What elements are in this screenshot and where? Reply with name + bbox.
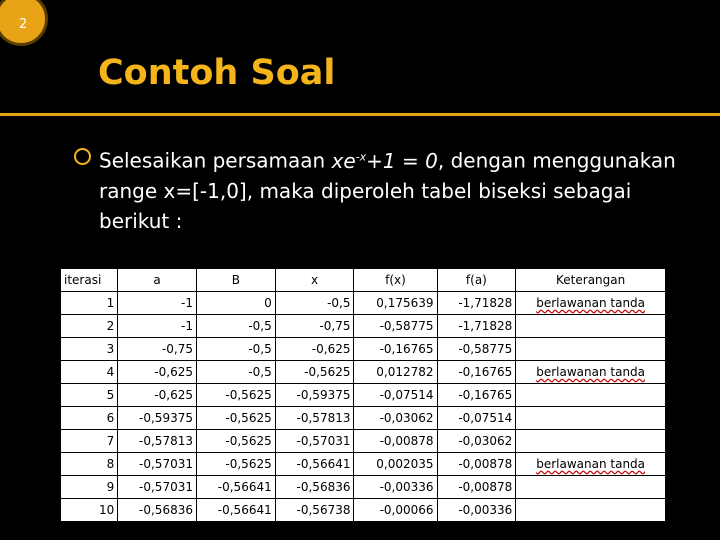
table-cell: -0,03062 bbox=[354, 407, 437, 430]
keterangan-cell bbox=[516, 407, 666, 430]
table-cell: -0,57813 bbox=[275, 407, 354, 430]
column-header: f(x) bbox=[354, 269, 437, 292]
table-cell: -0,16765 bbox=[437, 384, 516, 407]
table-cell: -0,56641 bbox=[196, 499, 275, 522]
table-cell: -0,07514 bbox=[437, 407, 516, 430]
table-cell: 0,012782 bbox=[354, 361, 437, 384]
column-header: f(a) bbox=[437, 269, 516, 292]
column-header: B bbox=[196, 269, 275, 292]
table-cell: -0,16765 bbox=[354, 338, 437, 361]
table-cell: -0,59375 bbox=[275, 384, 354, 407]
table-cell: 0,002035 bbox=[354, 453, 437, 476]
keterangan-cell: berlawanan tanda bbox=[516, 292, 666, 315]
keterangan-cell bbox=[516, 430, 666, 453]
table-cell: -0,5 bbox=[196, 338, 275, 361]
table-cell: 3 bbox=[61, 338, 118, 361]
table-cell: -0,5625 bbox=[196, 407, 275, 430]
table-cell: -0,56836 bbox=[275, 476, 354, 499]
table-cell: -0,16765 bbox=[437, 361, 516, 384]
table-cell: -0,00336 bbox=[437, 499, 516, 522]
table-row bbox=[61, 338, 666, 361]
table-body bbox=[61, 292, 666, 522]
table-cell: -0,57031 bbox=[118, 476, 197, 499]
table-row bbox=[61, 361, 666, 384]
column-header: iterasi bbox=[61, 269, 118, 292]
table-cell: -1,71828 bbox=[437, 292, 516, 315]
table-cell: -0,56641 bbox=[196, 476, 275, 499]
keterangan-cell: berlawanan tanda bbox=[516, 361, 666, 384]
keterangan-cell bbox=[516, 476, 666, 499]
table-row bbox=[61, 292, 666, 315]
table-row bbox=[61, 315, 666, 338]
table-cell: -0,5625 bbox=[196, 430, 275, 453]
bisection-table-container bbox=[60, 268, 666, 521]
keterangan-cell bbox=[516, 499, 666, 522]
column-header: x bbox=[275, 269, 354, 292]
table-cell: -0,56836 bbox=[118, 499, 197, 522]
table-cell: -0,625 bbox=[275, 338, 354, 361]
table-cell: 0,175639 bbox=[354, 292, 437, 315]
table-cell: 0 bbox=[196, 292, 275, 315]
table-cell: -0,03062 bbox=[437, 430, 516, 453]
table-cell: -0,56641 bbox=[275, 453, 354, 476]
table-cell: -0,5 bbox=[196, 361, 275, 384]
table-cell: -0,00878 bbox=[354, 430, 437, 453]
keterangan-cell bbox=[516, 315, 666, 338]
table-header-row bbox=[61, 269, 666, 292]
table-row bbox=[61, 407, 666, 430]
table-cell: -0,59375 bbox=[118, 407, 197, 430]
table-cell: 5 bbox=[61, 384, 118, 407]
table-cell: -0,5 bbox=[275, 292, 354, 315]
slide-title: Contoh Soal bbox=[98, 53, 336, 93]
table-cell: -0,00066 bbox=[354, 499, 437, 522]
table-cell: -0,00878 bbox=[437, 476, 516, 499]
table-cell: -1 bbox=[118, 292, 197, 315]
table-cell: -0,57031 bbox=[118, 453, 197, 476]
table-row bbox=[61, 430, 666, 453]
column-header: a bbox=[118, 269, 197, 292]
table-cell: -0,5 bbox=[196, 315, 275, 338]
table-cell: -1,71828 bbox=[437, 315, 516, 338]
title-bar bbox=[0, 0, 720, 116]
equation: $xe^{-x}+1 = 0$ bbox=[331, 148, 438, 173]
table-cell: -0,75 bbox=[118, 338, 197, 361]
table-cell: -0,57031 bbox=[275, 430, 354, 453]
column-header: Keterangan bbox=[516, 269, 666, 292]
table-cell: -0,625 bbox=[118, 361, 197, 384]
table-row bbox=[61, 384, 666, 407]
table-cell: -0,56738 bbox=[275, 499, 354, 522]
table-cell: -0,5625 bbox=[196, 384, 275, 407]
paragraph bbox=[99, 142, 684, 236]
keterangan-cell bbox=[516, 338, 666, 361]
table-cell: -0,00336 bbox=[354, 476, 437, 499]
table-row bbox=[61, 476, 666, 499]
table-cell: -0,07514 bbox=[354, 384, 437, 407]
circle-bullet-icon bbox=[74, 148, 91, 165]
table-cell: -0,58775 bbox=[437, 338, 516, 361]
table-row bbox=[61, 499, 666, 522]
table-cell: 2 bbox=[61, 315, 118, 338]
table-cell: -0,5625 bbox=[196, 453, 275, 476]
table-cell: 9 bbox=[61, 476, 118, 499]
table-cell: 4 bbox=[61, 361, 118, 384]
table-cell: 1 bbox=[61, 292, 118, 315]
table-cell: -0,57813 bbox=[118, 430, 197, 453]
table-row bbox=[61, 453, 666, 476]
para-pre: Selesaikan persamaan bbox=[99, 148, 332, 173]
bisection-table bbox=[60, 268, 666, 522]
table-cell: -0,75 bbox=[275, 315, 354, 338]
para-post: , dengan menggunakan range x=[-1,0], maka diperoleh tabel biseksi sebagai berikut : bbox=[99, 148, 676, 233]
table-cell: -0,00878 bbox=[437, 453, 516, 476]
table-cell: 10 bbox=[61, 499, 118, 522]
slide-number: 2 bbox=[19, 17, 28, 32]
keterangan-cell bbox=[516, 384, 666, 407]
table-cell: -0,625 bbox=[118, 384, 197, 407]
table-cell: -0,58775 bbox=[354, 315, 437, 338]
table-cell: 6 bbox=[61, 407, 118, 430]
table-cell: -0,5625 bbox=[275, 361, 354, 384]
body-text bbox=[74, 142, 684, 236]
table-cell: -1 bbox=[118, 315, 197, 338]
table-cell: 8 bbox=[61, 453, 118, 476]
keterangan-cell: berlawanan tanda bbox=[516, 453, 666, 476]
table-cell: 7 bbox=[61, 430, 118, 453]
